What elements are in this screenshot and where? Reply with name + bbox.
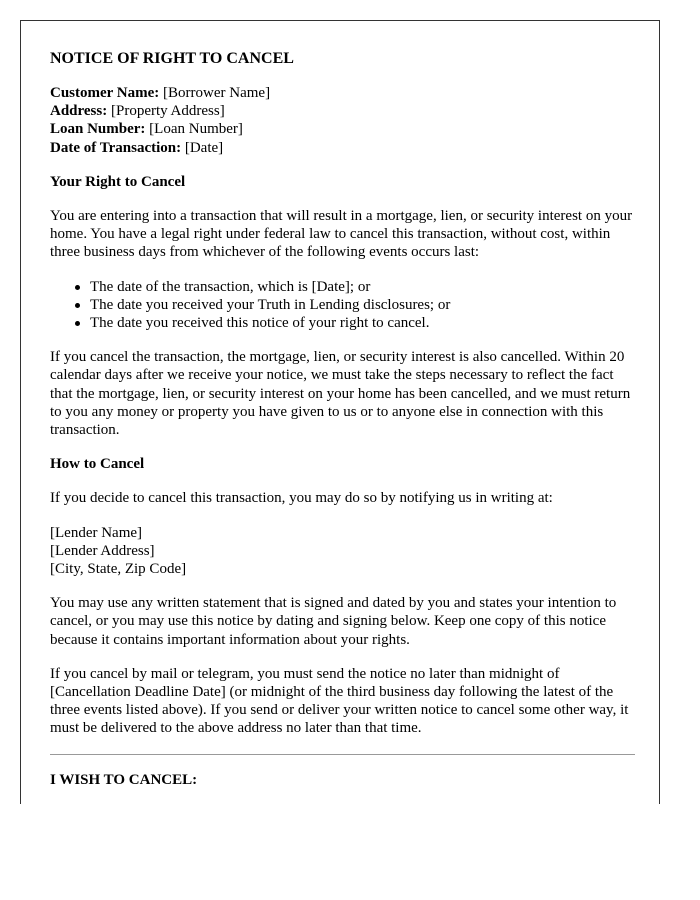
lender-city-state-zip: [City, State, Zip Code] [50, 561, 187, 578]
address-row [50, 102, 635, 120]
list-item-text: The date of the transaction, which is [Date]; or [90, 278, 371, 295]
document-body [50, 49, 635, 789]
field-value: [Borrower Name] [163, 85, 271, 101]
how-to-cancel-heading: How to Cancel [50, 456, 145, 473]
field-value: [Loan Number] [149, 121, 243, 138]
lender-name: [Lender Name] [50, 524, 143, 541]
cancellation-effect-paragraph: If you cancel the transaction, the mortgage, lien, or security interest is also cancelled. Within 20 calendar days after we receive your notice, we must take the steps necessary to reflect the fact that the mortgage, lien, or security interest on your home has been cancelled, and we must return to you any money or property you have given to us or to anyone else in connection with this transaction. [50, 349, 631, 439]
document-frame [20, 20, 660, 804]
bullet-icon [75, 321, 80, 326]
how-to-cancel-intro: If you decide to cancel this transaction, you may do so by notifying us in writing at: [50, 490, 553, 507]
written-statement-paragraph: You may use any written statement that is signed and dated by you and states your intention to cancel, or you may use this notice by dating and signing below. Keep one copy of this notice because it contains important information about your rights. [50, 595, 617, 648]
document-title: NOTICE OF RIGHT TO CANCEL [50, 50, 294, 67]
deadline-paragraph: If you cancel by mail or telegram, you must send the notice no later than midnight of [Cancellation Deadline Date] (or midnight of the third business day following the latest of the three events listed above). If you send or deliver your written notice to cancel some other way, it must be delivered to the above address no later than that time. [50, 665, 629, 737]
list-item [90, 278, 635, 296]
field-value: [Property Address] [110, 103, 225, 120]
loan-number-row [50, 120, 635, 138]
list-item [90, 296, 635, 314]
list-item [90, 314, 635, 332]
field-label: Loan Number: [50, 121, 146, 138]
field-label: Customer Name: [50, 85, 160, 101]
bullet-icon [75, 303, 80, 308]
list-item-text: The date you received your Truth in Lending disclosures; or [90, 296, 451, 313]
right-to-cancel-intro: You are entering into a transaction that will result in a mortgage, lien, or security interest on your home. You have a legal right under federal law to cancel this transaction, without cost, within three business days from whichever of the following events occurs last: [50, 208, 633, 261]
section-divider [50, 754, 635, 755]
lender-address: [Lender Address] [50, 542, 155, 559]
lender-address-block [50, 524, 635, 579]
bullet-icon [75, 285, 80, 290]
field-label: Address: [50, 103, 108, 120]
customer-name-row [50, 84, 635, 102]
list-item-text: The date you received this notice of your right to cancel. [90, 315, 430, 332]
wish-to-cancel-heading: I WISH TO CANCEL: [50, 771, 198, 788]
field-label: Date of Transaction: [50, 139, 182, 156]
right-to-cancel-heading: Your Right to Cancel [50, 173, 186, 190]
cancel-events-list [50, 278, 635, 333]
transaction-date-row [50, 139, 635, 157]
field-value: [Date] [184, 139, 224, 156]
transaction-fields [50, 84, 635, 157]
